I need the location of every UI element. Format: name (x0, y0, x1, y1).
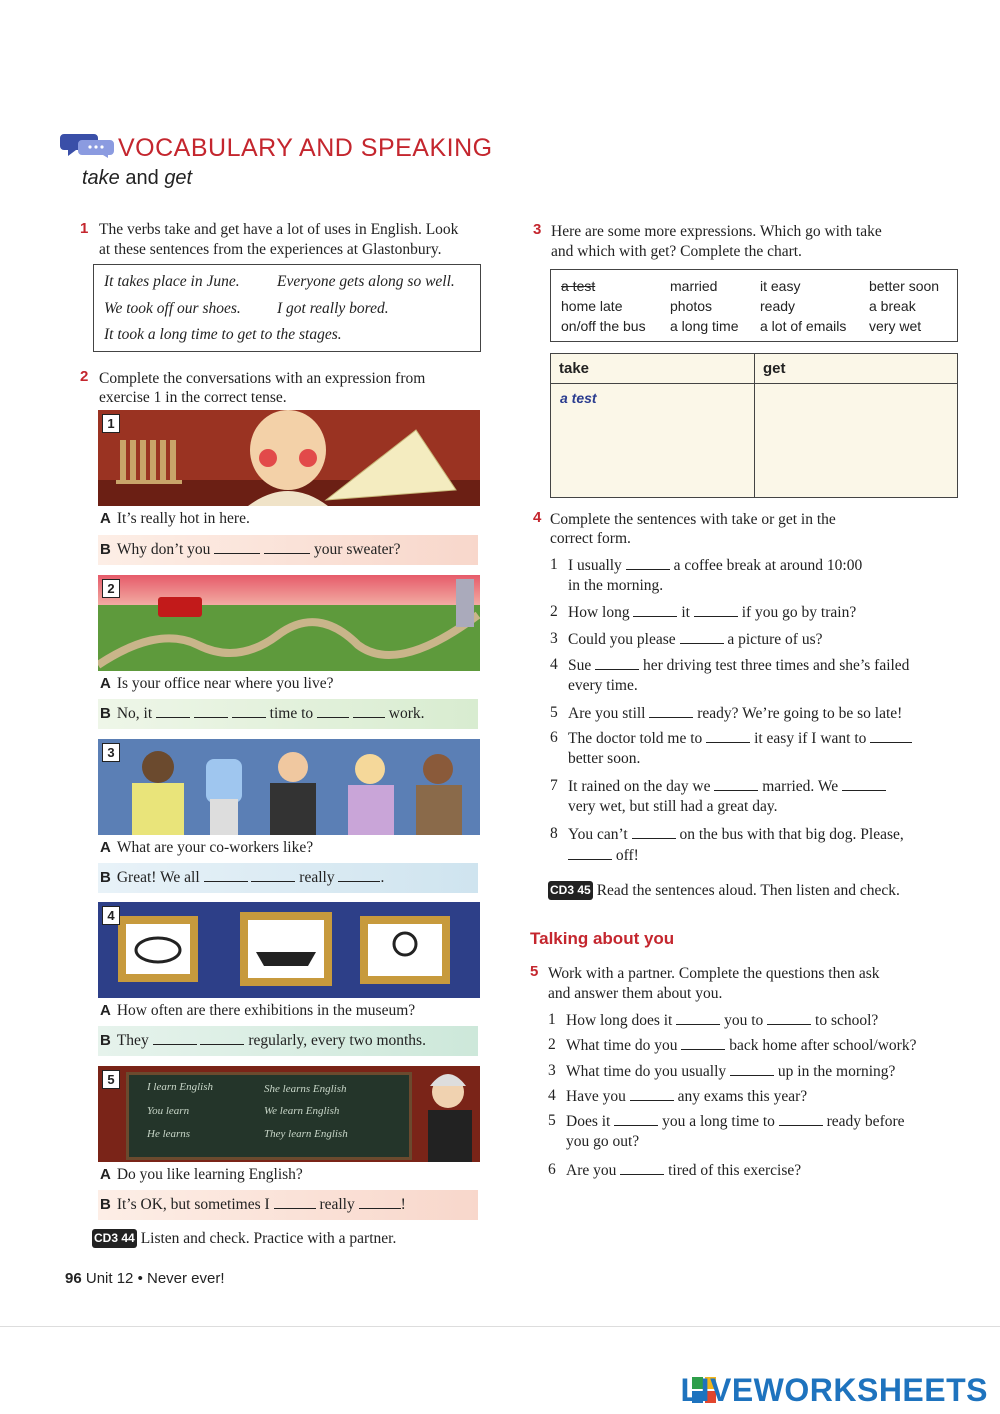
board-text: You learn (147, 1105, 190, 1117)
exercise-1-instruction-line2: at these sentences from the experiences at Glastonbury. (99, 241, 442, 258)
answer-blank[interactable] (633, 602, 677, 617)
item-text: It rained on the day we (568, 778, 711, 795)
picture-number: 1 (102, 414, 120, 433)
word-bank-item: married (670, 278, 718, 294)
item-text: to school? (815, 1012, 879, 1029)
item-text: You can’t (568, 826, 628, 843)
speaker-a: A (100, 839, 111, 856)
take-get-chart (550, 353, 958, 498)
answer-blank[interactable] (779, 1111, 823, 1126)
exercise-5-instruction-line1: Work with a partner. Complete the questions then ask (548, 965, 880, 982)
answer-blank[interactable] (680, 629, 724, 644)
dialogue-text: Why don’t you (116, 541, 211, 558)
item-number: 2 (548, 1036, 556, 1053)
audio-instruction-ex2 (92, 1229, 396, 1248)
answer-blank[interactable] (232, 703, 266, 718)
board-text: We learn English (264, 1105, 340, 1117)
cd-track-icon[interactable]: CD3 44 (92, 1229, 137, 1248)
item-text: ready before (826, 1113, 905, 1130)
answer-blank[interactable] (614, 1111, 658, 1126)
word-bank-item: on/off the bus (561, 318, 646, 334)
answer-blank[interactable] (359, 1194, 401, 1209)
talking-about-you-heading: Talking about you (530, 929, 675, 948)
answer-blank[interactable] (200, 1030, 244, 1045)
answer-blank[interactable] (706, 728, 750, 743)
dialogue-text: really (299, 869, 335, 886)
answer-blank[interactable] (632, 824, 676, 839)
item-number: 8 (550, 825, 558, 842)
item-text: Sue (568, 657, 592, 674)
dialogue-text: Do you like learning English? (116, 1166, 303, 1183)
example-sentences-box (93, 264, 481, 352)
item-number: 5 (548, 1112, 556, 1129)
item-text: you to (724, 1012, 764, 1029)
item-number: 4 (550, 656, 558, 673)
answer-blank[interactable] (842, 776, 886, 791)
exercise-5-number: 5 (530, 963, 539, 980)
item-text: on the bus with that big dog. Please, (679, 826, 904, 843)
answer-blank[interactable] (630, 1086, 674, 1101)
item-number: 1 (550, 556, 558, 573)
exercise-4-instruction-line2: correct form. (550, 530, 631, 547)
example-sentence: We took off our shoes. (104, 300, 241, 317)
item-text: Are you (566, 1162, 617, 1179)
item-text: you go out? (566, 1133, 640, 1150)
item-text: What time do you (566, 1037, 678, 1054)
dialogue-text: Great! We all (116, 869, 200, 886)
board-text: She learns English (264, 1083, 347, 1095)
illustration-classroom-blackboard (98, 1066, 480, 1162)
audio-instruction-text: Listen and check. Practice with a partner. (140, 1230, 397, 1247)
blackboard (126, 1072, 412, 1160)
exercise-3-instruction-line1: Here are some more expressions. Which go with take (551, 223, 882, 240)
dialogue-3-line-b: B Great! We all really . (98, 863, 478, 893)
dialogue-text: Is your office near where you live? (116, 675, 334, 692)
page-divider (0, 1326, 1000, 1327)
answer-blank[interactable] (317, 703, 349, 718)
word-bank-item: ready (760, 298, 796, 314)
item-text: if you go by train? (741, 604, 857, 621)
item-number: 1 (548, 1011, 556, 1028)
answer-blank[interactable] (694, 602, 738, 617)
item-text: Could you please (568, 631, 676, 648)
get-column-answer-area[interactable] (757, 388, 955, 492)
speaker-a: A (100, 675, 111, 692)
item-number: 2 (550, 603, 558, 620)
picture-number: 3 (102, 743, 120, 762)
item-text: What time do you usually (566, 1063, 727, 1080)
unit-label: Unit 12 (85, 1270, 134, 1287)
answer-blank[interactable] (214, 539, 260, 554)
answer-blank[interactable] (676, 1010, 720, 1025)
section-subtitle (82, 167, 192, 190)
answer-blank[interactable] (620, 1160, 664, 1175)
item-text: very wet, but still had a great day. (568, 798, 778, 815)
speaker-a: A (100, 1002, 111, 1019)
exercise-2-instruction-line2: exercise 1 in the correct tense. (99, 389, 287, 406)
answer-blank[interactable] (649, 703, 693, 718)
section-title: VOCABULARY AND SPEAKING (118, 134, 493, 162)
item-text: it easy if I want to (754, 730, 867, 747)
dialogue-text: It’s really hot in here. (116, 510, 250, 527)
word-bank (550, 269, 958, 342)
dialogue-2-line-b (98, 699, 478, 729)
speaker-b: B (100, 541, 111, 558)
item-text: The doctor told me to (568, 730, 703, 747)
item-text: Have you (566, 1088, 626, 1105)
answer-blank[interactable] (730, 1061, 774, 1076)
answer-blank[interactable] (626, 555, 670, 570)
dialogue-5-line-b: B It’s OK, but sometimes I really ! (98, 1190, 478, 1220)
exercise-4-number: 4 (533, 509, 542, 526)
board-text: They learn English (264, 1128, 348, 1140)
item-text: How long (568, 604, 630, 621)
answer-blank[interactable] (714, 776, 758, 791)
answer-blank[interactable] (681, 1035, 725, 1050)
dialogue-text: No, it (116, 705, 153, 722)
unit-title: Never ever! (147, 1270, 225, 1287)
board-text: He learns (147, 1128, 191, 1140)
chart-example-entry: a test (560, 390, 597, 406)
speaker-b: B (100, 1196, 111, 1213)
answer-blank[interactable] (568, 845, 612, 860)
item-text: in the morning. (568, 577, 664, 594)
dialogue-1-line-b (98, 535, 478, 565)
exercise-1-instruction-line1: The verbs take and get have a lot of uses in English. Look (99, 221, 459, 238)
page-number: 96 (65, 1270, 82, 1287)
exercise-3-number: 3 (533, 221, 542, 238)
exercise-2-number: 2 (80, 368, 89, 385)
subtitle-take: take (82, 167, 120, 189)
picture-number: 4 (102, 906, 120, 925)
example-sentence: Everyone gets along so well. (277, 273, 455, 290)
speaker-b: B (100, 705, 111, 722)
item-text: it (681, 604, 690, 621)
answer-blank[interactable] (156, 703, 190, 718)
item-text: off! (615, 847, 639, 864)
item-number: 3 (548, 1062, 556, 1079)
item-number: 6 (548, 1161, 556, 1178)
exercise-4-instruction-line1: Complete the sentences with take or get in the (550, 511, 836, 528)
word-bank-item: it easy (760, 278, 801, 294)
item-text: up in the morning? (777, 1063, 896, 1080)
answer-blank[interactable] (153, 1030, 197, 1045)
chart-header-take: take (551, 354, 754, 384)
word-bank-item: a break (869, 298, 916, 314)
answer-blank[interactable] (204, 867, 248, 882)
audio-instruction-text: Read the sentences aloud. Then listen and check. (596, 882, 900, 899)
item-text: How long does it (566, 1012, 673, 1029)
chart-divider (754, 354, 755, 497)
item-text: I usually (568, 557, 622, 574)
item-text: her driving test three times and she’s failed (643, 657, 910, 674)
item-number: 6 (550, 729, 558, 746)
item-text: back home after school/work? (729, 1037, 917, 1054)
answer-blank[interactable] (194, 703, 228, 718)
answer-blank[interactable] (264, 539, 310, 554)
board-text: I learn English (147, 1081, 213, 1093)
dialogue-text: How often are there exhibitions in the museum? (116, 1002, 416, 1019)
item-number: 5 (550, 704, 558, 721)
dialogue-text: really (319, 1196, 355, 1213)
illustration-bus-commute (98, 575, 480, 671)
example-sentence: It took a long time to get to the stages. (104, 326, 342, 343)
dialogue-text: What are your co-workers like? (116, 839, 314, 856)
answer-blank[interactable] (251, 867, 295, 882)
page-footer (65, 1270, 225, 1287)
speaker-a: A (100, 1166, 111, 1183)
word-bank-item: very wet (869, 318, 922, 334)
item-text: married. We (762, 778, 839, 795)
example-sentence: I got really bored. (277, 300, 389, 317)
dialogue-text: They (116, 1032, 149, 1049)
dialogue-text: It’s OK, but sometimes I (116, 1196, 270, 1213)
footer-bullet: • (137, 1270, 143, 1287)
word-bank-item: home late (561, 298, 623, 314)
item-text: any exams this year? (677, 1088, 808, 1105)
illustration-coworkers (98, 739, 480, 835)
dialogue-text: regularly, every two months. (248, 1032, 426, 1049)
answer-blank[interactable] (870, 728, 912, 743)
illustration-museum-paintings (98, 902, 480, 998)
item-text: you a long time to (662, 1113, 775, 1130)
dialogue-text: your sweater? (314, 541, 401, 558)
picture-number: 5 (102, 1070, 120, 1089)
example-sentence: It takes place in June. (104, 273, 240, 290)
subtitle-get: get (164, 167, 193, 189)
exercise-1-number: 1 (80, 220, 89, 237)
exercise-5-instruction-line2: and answer them about you. (548, 985, 723, 1002)
exercise-2-instruction-line1: Complete the conversations with an expression from (99, 370, 426, 387)
speaker-b: B (100, 1032, 111, 1049)
subtitle-and: and (125, 167, 159, 189)
item-number: 3 (550, 630, 558, 647)
item-text: Does it (566, 1113, 611, 1130)
answer-blank[interactable] (353, 703, 385, 718)
answer-blank[interactable] (767, 1010, 811, 1025)
chart-header-get: get (755, 354, 957, 384)
speaker-b: B (100, 869, 111, 886)
word-bank-item: a test (561, 278, 596, 294)
answer-blank[interactable] (274, 1194, 316, 1209)
speech-bubble-icon (60, 132, 116, 163)
word-bank-item: better soon (869, 278, 940, 294)
item-number: 7 (550, 777, 558, 794)
dialogue-4-line-b (98, 1026, 478, 1056)
word-bank-item: photos (670, 298, 713, 314)
item-text: a coffee break at around 10:00 (673, 557, 863, 574)
word-bank-item: a long time (670, 318, 739, 334)
answer-blank[interactable] (595, 655, 639, 670)
speaker-a: A (100, 510, 111, 527)
item-text: better soon. (568, 750, 641, 767)
dialogue-text: work. (388, 705, 425, 722)
liveworksheets-brand[interactable]: LIVEWORKSHEETS (680, 1372, 988, 1408)
exercise-3-instruction-line2: and which with get? Complete the chart. (551, 243, 802, 260)
word-bank-item: a lot of emails (760, 318, 847, 334)
item-text: a picture of us? (727, 631, 823, 648)
take-column-answer-area[interactable] (553, 412, 751, 492)
audio-instruction-ex4 (548, 881, 900, 900)
dialogue-text: time to (269, 705, 314, 722)
item-text: tired of this exercise? (668, 1162, 802, 1179)
picture-number: 2 (102, 579, 120, 598)
item-text: every time. (568, 677, 638, 694)
item-text: Are you still (568, 705, 646, 722)
cd-track-icon[interactable]: CD3 45 (548, 881, 593, 900)
item-text: ready? We’re going to be so late! (697, 705, 903, 722)
item-number: 4 (548, 1087, 556, 1104)
answer-blank[interactable] (338, 867, 380, 882)
illustration-hot-room (98, 410, 480, 506)
